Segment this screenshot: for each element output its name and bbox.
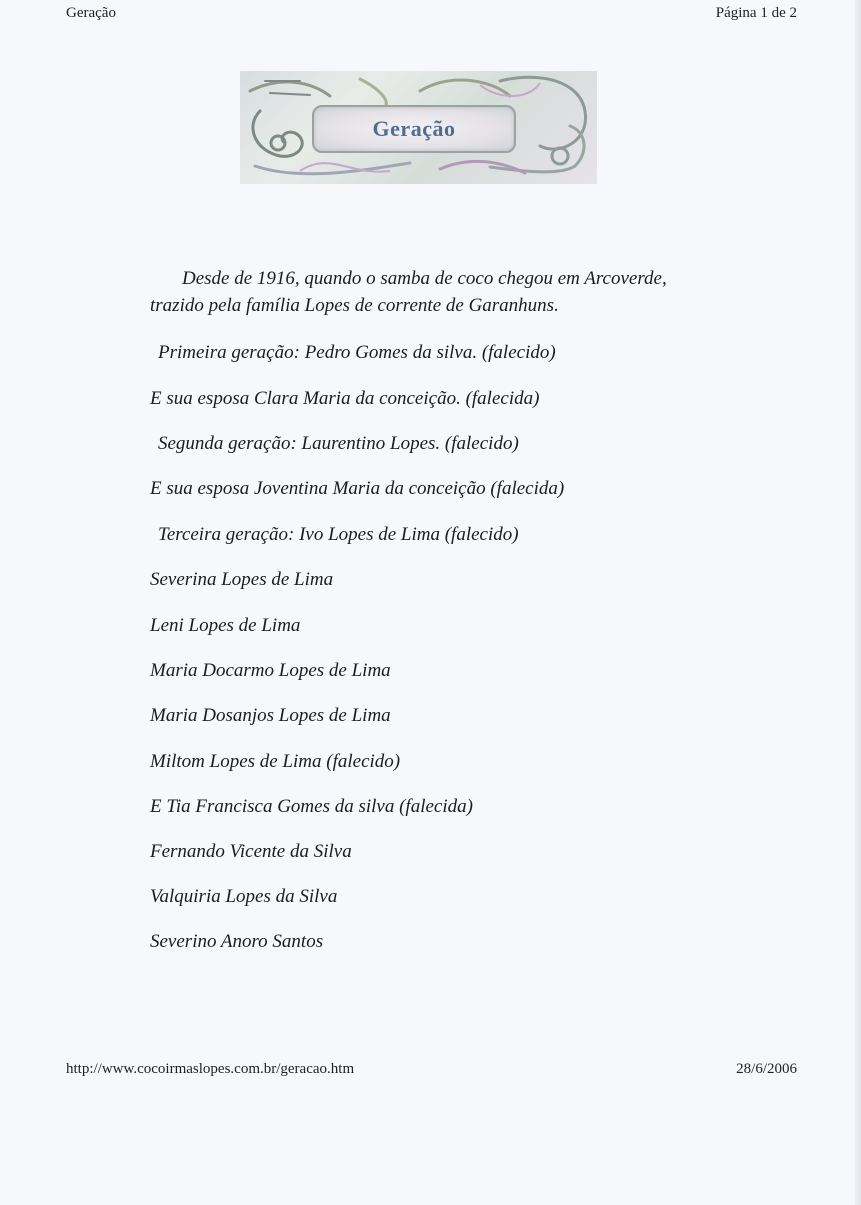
- family-member-line: E Tia Francisca Gomes da silva (falecida): [150, 796, 473, 817]
- family-member-line: Severina Lopes de Lima: [150, 569, 334, 590]
- family-member-line: Maria Dosanjos Lopes de Lima: [150, 705, 391, 726]
- intro-line-1: Desde de 1916, quando o samba de coco chegou em Arcoverde,: [182, 268, 667, 289]
- banner-plaque: [312, 105, 516, 153]
- title-banner: [240, 71, 597, 184]
- family-member-line: Miltom Lopes de Lima (falecido): [150, 751, 401, 772]
- header-title: Geração: [66, 5, 116, 21]
- generation-line: Segunda geração: Laurentino Lopes. (falecido): [158, 433, 519, 454]
- family-member-line: Maria Docarmo Lopes de Lima: [150, 660, 391, 681]
- footer-date: 28/6/2006: [736, 1061, 797, 1077]
- family-member-line: Valquiria Lopes da Silva: [150, 886, 338, 907]
- banner-title: Geração: [372, 116, 456, 141]
- generation-line: E sua esposa Clara Maria da conceição. (falecida): [150, 388, 540, 409]
- family-member-line: Severino Anoro Santos: [150, 931, 324, 952]
- generation-line: Terceira geração: Ivo Lopes de Lima (falecido): [158, 524, 519, 545]
- page-number: Página 1 de 2: [715, 5, 797, 21]
- generation-line: E sua esposa Joventina Maria da conceição (falecida): [150, 478, 565, 499]
- family-member-line: Leni Lopes de Lima: [150, 615, 301, 636]
- footer-url: http://www.cocoirmaslopes.com.br/geracao.htm: [66, 1061, 355, 1077]
- family-member-line: Fernando Vicente da Silva: [150, 841, 352, 862]
- page-edge: [855, 0, 861, 1205]
- intro-line-2: trazido pela família Lopes de corrente de Garanhuns.: [150, 295, 559, 316]
- generation-line: Primeira geração: Pedro Gomes da silva. (falecido): [158, 342, 556, 363]
